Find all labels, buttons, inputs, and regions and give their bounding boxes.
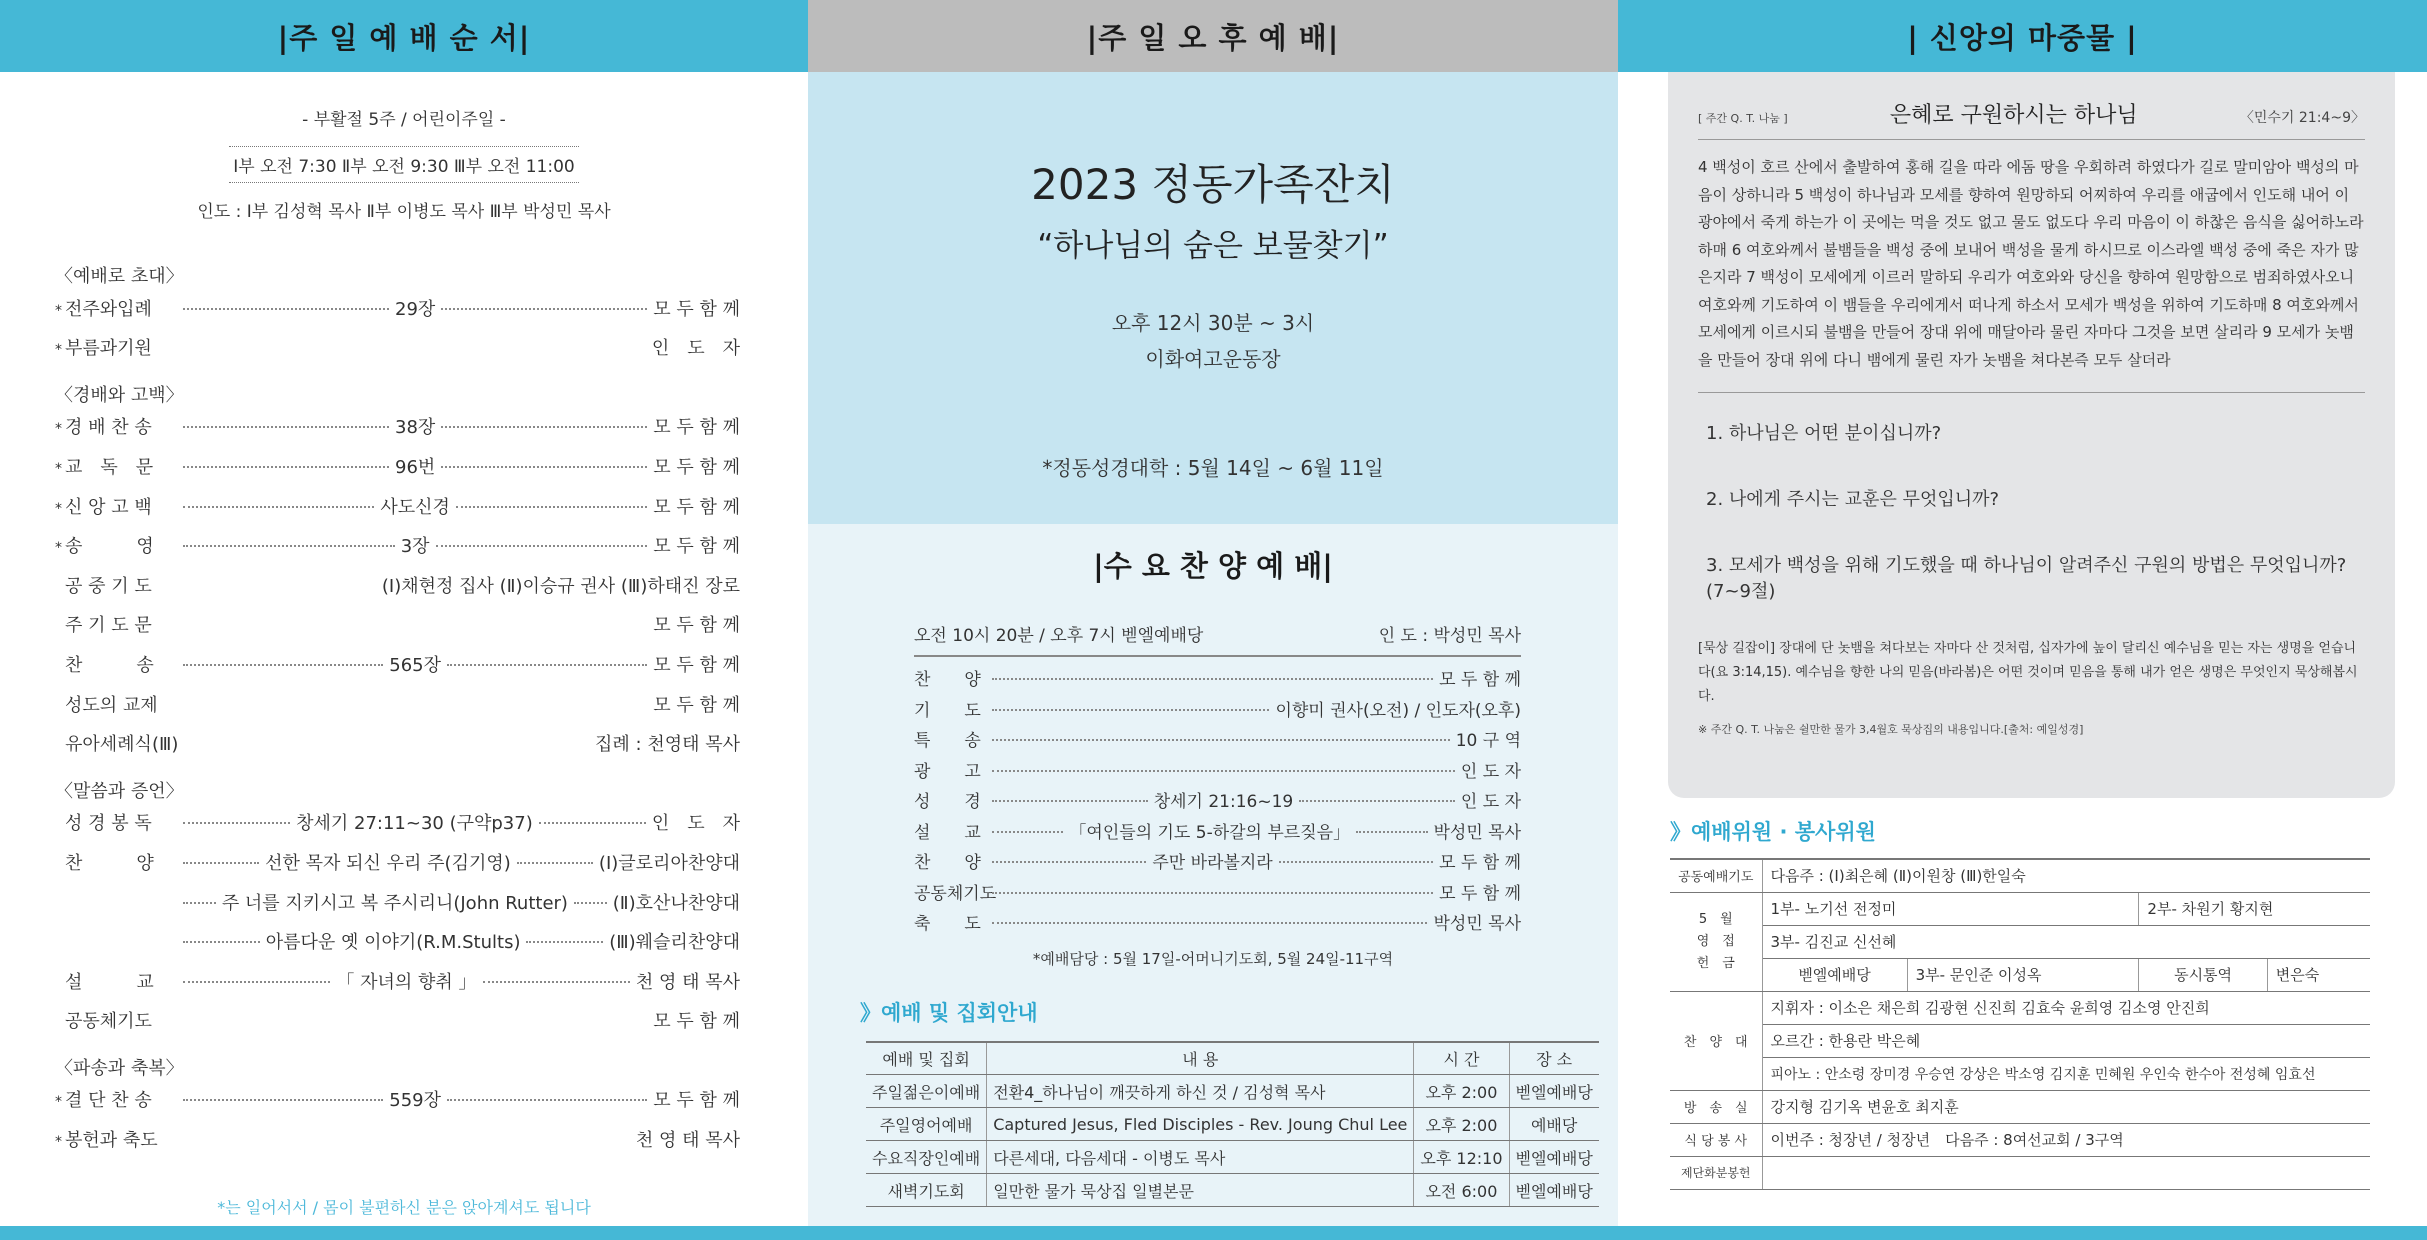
servants-row-kitchen bbox=[1670, 1123, 2370, 1156]
welcome-r3-interp-name: 변은숙 bbox=[2267, 958, 2370, 991]
servants-row-choir-3 bbox=[1670, 1057, 2370, 1090]
welcome-label: 5 월 영 접 헌 금 bbox=[1670, 892, 1762, 991]
wednesday-value: 이향미 권사(오전) / 인도자(오후) bbox=[1275, 700, 1521, 721]
qt-head bbox=[1698, 98, 2365, 140]
wednesday-leader-line bbox=[986, 787, 1461, 812]
order-leader-line bbox=[177, 748, 595, 750]
dot-leader bbox=[183, 902, 216, 904]
order-responsible: 모 두 함 께 bbox=[653, 536, 740, 558]
wednesday-row bbox=[914, 909, 1521, 940]
standing-mark: * bbox=[55, 540, 62, 557]
broadcast-label: 방 송 실 bbox=[1670, 1090, 1762, 1123]
order-label: 주 기 도 문 bbox=[65, 615, 152, 637]
dot-leader bbox=[183, 466, 389, 468]
wednesday-info bbox=[914, 621, 1521, 657]
gatherings-cell: 벧엘예배당 bbox=[1509, 1075, 1599, 1108]
dot-leader bbox=[183, 426, 389, 428]
servants-row-choir-1 bbox=[1670, 991, 2370, 1024]
order-responsible: 인 도 자 bbox=[651, 338, 740, 360]
dot-leader bbox=[992, 892, 1433, 894]
order-responsible: (Ⅰ)채현정 집사 (Ⅱ)이승규 권사 (Ⅲ)하태진 장로 bbox=[381, 575, 740, 597]
dot-leader bbox=[517, 862, 593, 864]
bottom-bar bbox=[0, 1226, 2427, 1240]
order-responsible: 모 두 함 께 bbox=[653, 615, 740, 637]
order-leader-line bbox=[177, 928, 609, 954]
order-leader-line bbox=[177, 413, 653, 439]
order-responsible: (Ⅰ)글로리아찬양대 bbox=[598, 852, 740, 874]
dot-leader bbox=[574, 902, 607, 904]
dot-leader bbox=[447, 664, 647, 666]
order-row bbox=[55, 493, 740, 533]
wednesday-responsible: 인 도 자 bbox=[1460, 792, 1521, 812]
order-value: 주 너를 지키시고 복 주시리니(John Rutter) bbox=[221, 892, 568, 914]
order-row bbox=[55, 730, 740, 770]
welcome-r2: 3부- 김진교 신선혜 bbox=[1762, 925, 2370, 958]
gatherings-row bbox=[866, 1075, 1599, 1108]
order-responsible: 모 두 함 께 bbox=[653, 1011, 740, 1033]
order-leader-line bbox=[177, 352, 652, 354]
order-leader-line bbox=[177, 629, 653, 631]
order-value: 38장 bbox=[395, 417, 436, 439]
order-label: 성도의 교제 bbox=[65, 694, 158, 716]
order-value: 사도신경 bbox=[380, 496, 450, 518]
order-responsible: 인 도 자 bbox=[651, 813, 740, 835]
gatherings-cell: 주일젊은이예배 bbox=[866, 1075, 987, 1108]
order-label: 신 앙 고 백 bbox=[65, 496, 152, 518]
order-value: 「 자녀의 향취 」 bbox=[336, 971, 477, 993]
dot-leader bbox=[183, 862, 259, 864]
qt-title: 은혜로 구원하시는 하나님 bbox=[1889, 103, 2138, 128]
order-row bbox=[55, 611, 740, 651]
wednesday-label: 성 경 bbox=[914, 792, 981, 812]
wednesday-responsible: 박성민 목사 bbox=[1433, 914, 1521, 934]
gatherings-row bbox=[866, 1174, 1599, 1207]
servants-row-broadcast bbox=[1670, 1090, 2370, 1123]
gatherings-col-content: 내 용 bbox=[987, 1042, 1414, 1075]
dot-leader bbox=[1356, 831, 1427, 833]
qt-question-3: 3. 모세가 백성을 위해 기도했을 때 하나님이 알려주신 구원의 방법은 무엇입니까?(7~9절) bbox=[1706, 555, 2347, 602]
wednesday-label: 찬 양 bbox=[914, 670, 981, 690]
order-responsible: 모 두 함 께 bbox=[653, 1090, 740, 1112]
gatherings-col-place: 장 소 bbox=[1509, 1042, 1599, 1075]
wednesday-leader-line bbox=[986, 818, 1433, 843]
faith-header: | 신앙의 마중물 | bbox=[1618, 0, 2427, 72]
sunday-service-info bbox=[0, 105, 808, 222]
wednesday-row bbox=[914, 879, 1521, 910]
sunday-order-header: |주 일 예 배 순 서| bbox=[0, 0, 808, 72]
service-leaders: 인도 : Ⅰ부 김성혁 목사 Ⅱ부 이병도 목사 Ⅲ부 박성민 목사 bbox=[197, 202, 611, 222]
wednesday-leader: 인 도 : 박성민 목사 bbox=[1378, 626, 1521, 646]
event-place: 이화여고운동장 bbox=[1145, 347, 1281, 371]
choir-piano: 피아노 : 안소령 장미경 우승연 강상은 박소영 김지훈 민혜원 우인숙 한수아 전성혜 임효선 bbox=[1762, 1057, 2370, 1090]
kitchen-value: 이번주 : 청장년 / 청장년 다음주 : 8여선교회 / 3구역 bbox=[1762, 1123, 2370, 1156]
wednesday-leader-line bbox=[986, 897, 1439, 899]
order-row bbox=[55, 334, 740, 374]
wednesday-row bbox=[914, 818, 1521, 849]
dot-leader bbox=[1279, 861, 1433, 863]
dot-leader bbox=[992, 709, 1269, 711]
order-row-continued bbox=[55, 928, 740, 968]
event-time: 오후 12시 30분 ~ 3시 bbox=[1111, 311, 1315, 335]
gatherings-table bbox=[866, 1041, 1599, 1208]
wednesday-value: 창세기 21:16~19 bbox=[1153, 792, 1294, 812]
welcome-r3-interp: 동시통역 bbox=[2139, 958, 2267, 991]
gatherings-row bbox=[866, 1108, 1599, 1141]
standing-mark: * bbox=[55, 302, 62, 319]
wednesday-row bbox=[914, 787, 1521, 818]
servants-row-prayer bbox=[1670, 859, 2370, 892]
gatherings-title: 》예배 및 집회안내 bbox=[860, 1000, 1038, 1025]
gatherings-header-row bbox=[866, 1042, 1599, 1075]
dot-leader bbox=[992, 739, 1450, 741]
wednesday-label: 기 도 bbox=[914, 700, 981, 721]
qt-question-2: 2. 나에게 주시는 교훈은 무엇입니까? bbox=[1706, 489, 2000, 510]
wednesday-responsible: 모 두 함 께 bbox=[1439, 670, 1521, 690]
order-row bbox=[55, 651, 740, 691]
dot-leader bbox=[456, 506, 647, 508]
wednesday-label: 특 송 bbox=[914, 731, 981, 751]
order-leader-line bbox=[177, 295, 653, 321]
dot-leader bbox=[483, 981, 630, 983]
order-responsible: (Ⅲ)웨슬리찬양대 bbox=[609, 932, 740, 954]
dot-leader bbox=[441, 308, 647, 310]
order-label: 공 중 기 도 bbox=[65, 575, 152, 597]
order-value: 29장 bbox=[395, 298, 436, 320]
order-leader-line bbox=[177, 809, 652, 835]
qt-reference: 〈민수기 21:4~9〉 bbox=[2239, 110, 2365, 126]
choir-conductors: 지휘자 : 이소은 채은희 김광현 신진희 김효숙 윤희영 김소영 안진희 bbox=[1762, 991, 2370, 1024]
gatherings-cell: 예배당 bbox=[1509, 1108, 1599, 1141]
gatherings-col-name: 예배 및 집회 bbox=[866, 1042, 987, 1075]
gatherings-col-time: 시 간 bbox=[1414, 1042, 1509, 1075]
dot-leader bbox=[441, 426, 647, 428]
order-label: 교 독 문 bbox=[65, 456, 154, 478]
wednesday-label: 공동체기도 bbox=[914, 883, 997, 904]
wednesday-value: 주만 바라볼지라 bbox=[1152, 853, 1273, 873]
order-leader-line bbox=[177, 849, 599, 875]
order-row bbox=[55, 532, 740, 572]
wednesday-responsible: 모 두 함 께 bbox=[1439, 883, 1521, 904]
bible-college-note: *정동성경대학 : 5월 14일 ~ 6월 11일 bbox=[1042, 456, 1384, 480]
order-label: 경 배 찬 송 bbox=[65, 417, 152, 439]
dot-leader bbox=[183, 822, 290, 824]
wednesday-leader-line bbox=[986, 696, 1521, 721]
welcome-r3-names: 3부- 문인준 이성옥 bbox=[1907, 958, 2139, 991]
order-responsible: 모 두 함 께 bbox=[653, 417, 740, 439]
dot-leader bbox=[183, 664, 383, 666]
dot-leader bbox=[447, 1099, 647, 1101]
wednesday-leader-line bbox=[986, 927, 1433, 929]
wednesday-responsible: 모 두 함 께 bbox=[1439, 853, 1521, 873]
wednesday-header: |수 요 찬 양 예 배| bbox=[1093, 549, 1333, 583]
afternoon-column bbox=[808, 0, 1618, 1240]
wednesday-row bbox=[914, 726, 1521, 757]
dot-leader bbox=[183, 1099, 383, 1101]
order-label: 전주와입례 bbox=[65, 298, 152, 320]
order-responsible: 모 두 함 께 bbox=[653, 654, 740, 676]
order-leader-line bbox=[177, 1144, 636, 1146]
prayer-value: 다음주 : (Ⅰ)최은혜 (Ⅱ)이원창 (Ⅲ)한일숙 bbox=[1762, 859, 2370, 892]
order-value: 559장 bbox=[389, 1090, 442, 1112]
gatherings-cell: 다른세대, 다음세대 - 이병도 목사 bbox=[987, 1141, 1414, 1174]
standing-mark: * bbox=[55, 342, 62, 359]
order-leader-line bbox=[177, 532, 653, 558]
dot-leader bbox=[183, 941, 260, 943]
order-value: 96번 bbox=[395, 456, 436, 478]
order-row bbox=[55, 691, 740, 731]
order-responsible: 천 영 태 목사 bbox=[635, 971, 740, 993]
servants-table bbox=[1670, 858, 2370, 1190]
altar-value bbox=[1762, 1156, 2370, 1189]
wednesday-value: 「여인들의 기도 5-하갈의 부르짖음」 bbox=[1069, 822, 1351, 843]
qt-scripture: 4 백성이 호르 산에서 출발하여 홍해 길을 따라 에돔 땅을 우회하려 하였다가 길로 말미암아 백성의 마음이 상하니라 5 백성이 하나님과 모세를 향하여 원망하되 어찌하여 우리를 애굽에서 인도해 내어 이 광야에서 죽게 하는가 이 곳에는 먹을 것도 없고 물도 없도다 우리 마음이 이 하찮은 음식을 싫어하노라 하매 6 여호와께서 불뱀들을 백성 중에 보내어 백성을 물게 하시므로 이스라엘 백성 중에 죽은 자가 많은지라 7 백성이 모세에게 이르러 말하되 우리가 여호와와 당신을 향하여 원망함으로 범죄하였사오니 여호와께 기도하여 이 뱀들을 우리에게서 떠나게 하소서 모세가 백성을 위하여 기도하매 8 여호와께서 모세에게 이르시되 불뱀을 만들어 장대 위에 매달아라 물린 자마다 그것을 보면 살리라 9 모세가 놋뱀을 만들어 장대 위에 다니 뱀에게 물린 자가 놋뱀을 쳐다본즉 모두 살더라 bbox=[1698, 154, 2365, 393]
order-leader-line bbox=[177, 889, 613, 915]
servants-row-welcome-3 bbox=[1670, 958, 2370, 991]
gatherings-cell: 새벽기도회 bbox=[866, 1174, 987, 1207]
wednesday-responsible: 10 구 역 bbox=[1455, 731, 1521, 751]
dot-leader bbox=[526, 941, 603, 943]
standing-mark: * bbox=[55, 500, 62, 517]
servants-row-altar bbox=[1670, 1156, 2370, 1189]
order-label: 공동체기도 bbox=[65, 1011, 152, 1033]
choir-organ: 오르간 : 한용란 박은혜 bbox=[1762, 1024, 2370, 1057]
dot-leader bbox=[183, 506, 374, 508]
order-row-continued bbox=[55, 889, 740, 929]
order-responsible: (Ⅱ)호산나찬양대 bbox=[612, 892, 740, 914]
servants-row-choir-2 bbox=[1670, 1024, 2370, 1057]
sunday-order-list bbox=[0, 255, 808, 1166]
order-leader-line bbox=[177, 1086, 653, 1112]
order-responsible: 모 두 함 께 bbox=[653, 298, 740, 320]
event-subtitle: “하나님의 숨은 보물찾기” bbox=[1037, 228, 1389, 264]
order-section-heading: 〈파송과 축복〉 bbox=[55, 1057, 184, 1079]
wednesday-label: 광 고 bbox=[914, 761, 981, 782]
order-value: 3장 bbox=[400, 536, 430, 558]
gatherings-cell: Captured Jesus, Fled Disciples - Rev. Joung Chul Lee bbox=[987, 1108, 1414, 1141]
wednesday-responsible: 박성민 목사 bbox=[1433, 822, 1521, 843]
welcome-r3-place: 벧엘예배당 bbox=[1762, 958, 1907, 991]
event-title: 2023 정동가족잔치 bbox=[1031, 160, 1395, 209]
standing-mark: * bbox=[55, 1094, 62, 1111]
dot-leader bbox=[992, 922, 1427, 924]
dot-leader bbox=[539, 822, 646, 824]
gatherings-row bbox=[866, 1141, 1599, 1174]
sunday-subtitle: - 부활절 5주 / 어린이주일 - bbox=[302, 110, 506, 130]
order-responsible: 모 두 함 께 bbox=[653, 456, 740, 478]
standing-footnote: *는 일어서서 / 몸이 불편하신 분은 앉아계셔도 됩니다 bbox=[217, 1198, 591, 1217]
order-leader-line bbox=[177, 493, 653, 519]
gatherings-cell: 일만한 물가 묵상집 일별본문 bbox=[987, 1174, 1414, 1207]
wednesday-responsible: 인 도 자 bbox=[1460, 761, 1521, 782]
wednesday-leader-line bbox=[986, 848, 1439, 873]
choir-label: 찬 양 대 bbox=[1670, 991, 1762, 1090]
order-leader-line bbox=[177, 453, 653, 479]
dot-leader bbox=[1299, 800, 1455, 802]
dot-leader bbox=[183, 981, 330, 983]
order-responsible: 집례 : 천영태 목사 bbox=[595, 734, 740, 756]
welcome-r1b: 2부- 차원기 황지현 bbox=[2139, 892, 2370, 925]
order-leader-line bbox=[177, 968, 636, 994]
sunday-order-column bbox=[0, 0, 808, 1240]
dot-leader bbox=[992, 861, 1146, 863]
order-section-heading: 〈말씀과 증언〉 bbox=[55, 780, 184, 802]
standing-mark: * bbox=[55, 1134, 62, 1151]
order-label: 설 교 bbox=[65, 971, 154, 993]
order-leader-line bbox=[177, 1025, 653, 1027]
gatherings-cell: 전환4_하나님이 깨끗하게 하신 것 / 김성혁 목사 bbox=[987, 1075, 1414, 1108]
order-row bbox=[55, 453, 740, 493]
kitchen-label: 식 당 봉 사 bbox=[1670, 1123, 1762, 1156]
prayer-label: 공동예배기도 bbox=[1670, 859, 1762, 892]
dot-leader bbox=[992, 770, 1455, 772]
gatherings-cell: 오후 2:00 bbox=[1414, 1108, 1509, 1141]
gatherings-cell: 오전 6:00 bbox=[1414, 1174, 1509, 1207]
wednesday-order-list bbox=[914, 665, 1521, 940]
dot-leader bbox=[992, 800, 1148, 802]
qt-source: ※ 주간 Q. T. 나눔은 쉴만한 물가 3,4월호 묵상집의 내용입니다.[출처: 예일성경] bbox=[1698, 723, 2084, 736]
dot-leader bbox=[183, 308, 389, 310]
wednesday-label: 설 교 bbox=[914, 822, 981, 843]
order-responsible: 모 두 함 께 bbox=[653, 694, 740, 716]
order-value: 선한 목자 되신 우리 주(김기영) bbox=[265, 852, 511, 874]
welcome-r1a: 1부- 노기선 전정미 bbox=[1762, 892, 2139, 925]
gatherings-cell: 수요직장인예배 bbox=[866, 1141, 987, 1174]
wednesday-leader-line bbox=[986, 775, 1461, 777]
order-value: 565장 bbox=[389, 654, 442, 676]
standing-mark: * bbox=[55, 460, 62, 477]
qt-box bbox=[1668, 72, 2395, 798]
order-row bbox=[55, 1126, 740, 1166]
servants-title: 》예배위원 · 봉사위원 bbox=[1670, 820, 1876, 844]
gatherings-cell: 벧엘예배당 bbox=[1509, 1141, 1599, 1174]
servants-row-welcome-2 bbox=[1670, 925, 2370, 958]
order-row bbox=[55, 1007, 740, 1047]
order-row bbox=[55, 295, 740, 335]
order-label: 성 경 봉 독 bbox=[65, 813, 152, 835]
order-label: 송 영 bbox=[65, 536, 154, 558]
order-leader-line bbox=[177, 590, 382, 592]
gatherings-cell: 오후 2:00 bbox=[1414, 1075, 1509, 1108]
order-label: 부름과기원 bbox=[65, 338, 152, 360]
wednesday-duty-note: *예배담당 : 5월 17일-어머니기도회, 5월 24일-11구역 bbox=[1032, 949, 1394, 968]
order-label: 찬 송 bbox=[65, 654, 154, 676]
order-value: 아름다운 옛 이야기(R.M.Stults) bbox=[265, 932, 521, 954]
faith-column bbox=[1618, 0, 2427, 1240]
broadcast-value: 강지형 김기옥 변윤호 최지훈 bbox=[1762, 1090, 2370, 1123]
order-leader-line bbox=[177, 651, 653, 677]
wednesday-leader-line bbox=[986, 744, 1456, 746]
wednesday-row bbox=[914, 696, 1521, 727]
wednesday-label: 찬 양 bbox=[914, 853, 981, 873]
order-label: 찬 양 bbox=[65, 852, 154, 874]
dot-leader bbox=[441, 466, 647, 468]
order-section-heading: 〈예배로 초대〉 bbox=[55, 265, 184, 287]
order-leader-line bbox=[177, 709, 653, 711]
dot-leader bbox=[183, 545, 395, 547]
wednesday-row bbox=[914, 757, 1521, 788]
qt-question-1: 1. 하나님은 어떤 분이십니까? bbox=[1706, 423, 1942, 444]
order-row bbox=[55, 1086, 740, 1126]
order-label: 유아세례식(Ⅲ) bbox=[65, 734, 179, 756]
wednesday-leader-line bbox=[986, 683, 1439, 685]
service-times: Ⅰ부 오전 7:30 Ⅱ부 오전 9:30 Ⅲ부 오전 11:00 bbox=[229, 146, 578, 183]
order-label: 결 단 찬 송 bbox=[65, 1090, 152, 1112]
order-responsible: 모 두 함 께 bbox=[653, 496, 740, 518]
family-event-panel bbox=[808, 72, 1618, 524]
dot-leader bbox=[436, 545, 648, 547]
afternoon-header: |주 일 오 후 예 배| bbox=[808, 0, 1618, 72]
wednesday-row bbox=[914, 665, 1521, 696]
order-value: 창세기 27:11~30 (구약p37) bbox=[296, 813, 533, 835]
wednesday-row bbox=[914, 848, 1521, 879]
servants-row-welcome-1 bbox=[1670, 892, 2370, 925]
altar-label: 제단화분봉헌 bbox=[1670, 1156, 1762, 1189]
standing-mark: * bbox=[55, 421, 62, 438]
order-row bbox=[55, 968, 740, 1008]
order-label: 봉헌과 축도 bbox=[65, 1130, 158, 1152]
order-row bbox=[55, 572, 740, 612]
order-responsible: 천 영 태 목사 bbox=[635, 1130, 740, 1152]
wednesday-label: 축 도 bbox=[914, 914, 981, 934]
order-row bbox=[55, 413, 740, 453]
gatherings-cell: 벧엘예배당 bbox=[1509, 1174, 1599, 1207]
dot-leader bbox=[992, 678, 1433, 680]
gatherings-cell: 오후 12:10 bbox=[1414, 1141, 1509, 1174]
qt-tag: [ 주간 Q. T. 나눔 ] bbox=[1698, 112, 1788, 125]
wednesday-time: 오전 10시 20분 / 오후 7시 벧엘예배당 bbox=[914, 626, 1204, 646]
order-row bbox=[55, 809, 740, 849]
qt-meditation: [묵상 길잡이] 장대에 단 놋뱀을 쳐다보는 자마다 산 것처럼, 십자가에 높이 달리신 예수님을 믿는 자는 생명을 얻습니다(요 3:14,15). 예수님을 향한 나의 믿음(바라봄)은 어떤 것이며 믿음을 통해 내가 얻은 생명은 무엇인지 묵상해봅시다. bbox=[1698, 641, 2358, 704]
gatherings-cell: 주일영어예배 bbox=[866, 1108, 987, 1141]
gatherings-body bbox=[866, 1075, 1599, 1207]
order-section-heading: 〈경배와 고백〉 bbox=[55, 384, 184, 406]
dot-leader bbox=[992, 831, 1063, 833]
order-row bbox=[55, 849, 740, 889]
